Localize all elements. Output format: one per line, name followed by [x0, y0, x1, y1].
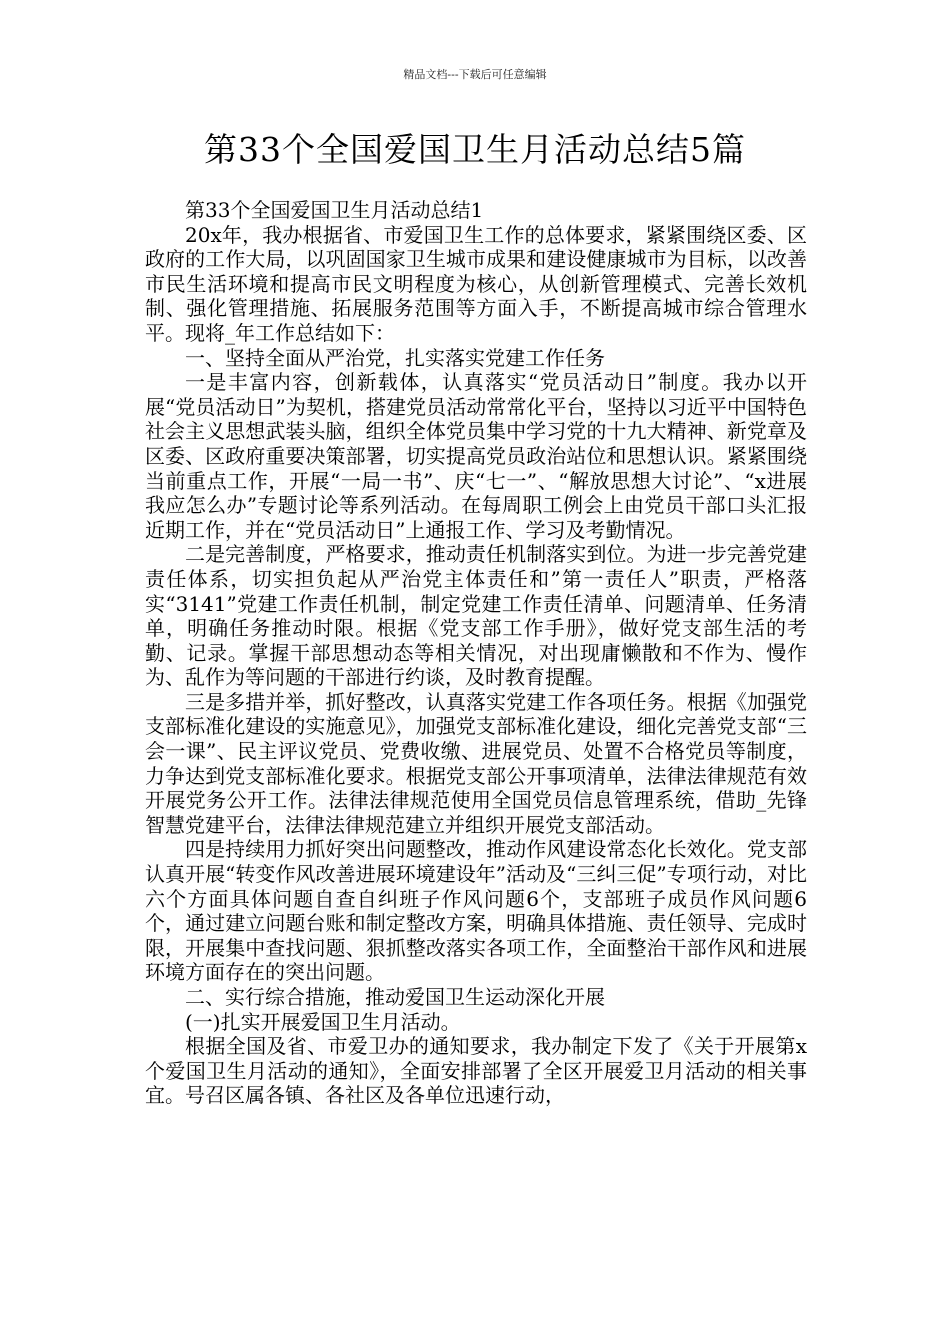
- header-note: 精品文档---下载后可任意编辑: [403, 68, 547, 81]
- paragraph: 二是完善制度，严格要求，推动责任机制落实到位。为进一步完善党建责任体系，切实担负起从严治党主体责任和”第一责任人”职责，严格落实“3141”党建工作责任机制，制定党建工作责任清单、问题清单、任务清单，明确任务推动时限。根据《党支部工作手册》，做好党支部生活的考勤、记录。掌握干部思想动态等相关情况，对出现庸懒散和不作为、慢作为、乱作为等问题的干部进行约谈，及时教育提醒。: [145, 542, 807, 690]
- paragraph: 根据全国及省、市爱卫办的通知要求，我办制定下发了《关于开展第x个爱国卫生月活动的通知》，全面安排部署了全区开展爱卫月活动的相关事宜。号召区属各镇、各社区及各单位迅速行动，: [145, 1034, 807, 1108]
- paragraph: 四是持续用力抓好突出问题整改，推动作风建设常态化长效化。党支部认真开展“转变作风改善进展环境建设年”活动及“三纠三促”专项行动，对比六个方面具体问题自查自纠班子作风问题6个，支部班子成员作风问题6个，通过建立问题台账和制定整改方案，明确具体措施、责任领导、完成时限，开展集中查找问题、狠抓整改落实各项工作，全面整治干部作风和进展环境方面存在的突出问题。: [145, 837, 807, 985]
- document-title: 第33个全国爱国卫生月活动总结5篇: [204, 130, 746, 169]
- section-heading: 二、实行综合措施，推动爱国卫生运动深化开展: [185, 985, 605, 1009]
- paragraph: 20x年，我办根据省、市爱国卫生工作的总体要求，紧紧围绕区委、区政府的工作大局，以巩固国家卫生城市成果和建设健康城市为目标，以改善市民生活环境和提高市民文明程度为核心，从创新管理模式、完善长效机制、强化管理措施、拓展服务范围等方面入手，不断提高城市综合管理水平。现将_年工作总结如下：: [145, 222, 807, 345]
- paragraph: 一是丰富内容，创新载体，认真落实“党员活动日”制度。我办以开展“党员活动日”为契机，搭建党员活动常常化平台，坚持以习近平中国特色社会主义思想武装头脑，组织全体党员集中学习党的十九大精神、新党章及区委、区政府重要决策部署，切实提高党员政治站位和思想认识。紧紧围绕当前重点工作，开展“一局一书”、庆“七一”、“解放思想大讨论”、“x进展我应怎么办”专题讨论等系列活动。在每周职工例会上由党员干部口头汇报近期工作，并在“党员活动日”上通报工作、学习及考勤情况。: [145, 370, 807, 542]
- section-heading: 第33个全国爱国卫生月活动总结1: [185, 198, 484, 222]
- section-heading: 一、坚持全面从严治党，扎实落实党建工作任务: [185, 345, 605, 370]
- document-body: [145, 198, 807, 1108]
- subsection-heading: (一)扎实开展爱国卫生月活动。: [185, 1009, 461, 1034]
- paragraph: 三是多措并举，抓好整改，认真落实党建工作各项任务。根据《加强党支部标准化建设的实施意见》，加强党支部标准化建设，细化完善党支部“三会一课”、民主评议党员、党费收缴、进展党员、处置不合格党员等制度，力争达到党支部标准化要求。根据党支部公开事项清单，法律法律规范有效开展党务公开工作。法律法律规范使用全国党员信息管理系统，借助_先锋智慧党建平台，法律法律规范建立并组织开展党支部活动。: [145, 689, 807, 837]
